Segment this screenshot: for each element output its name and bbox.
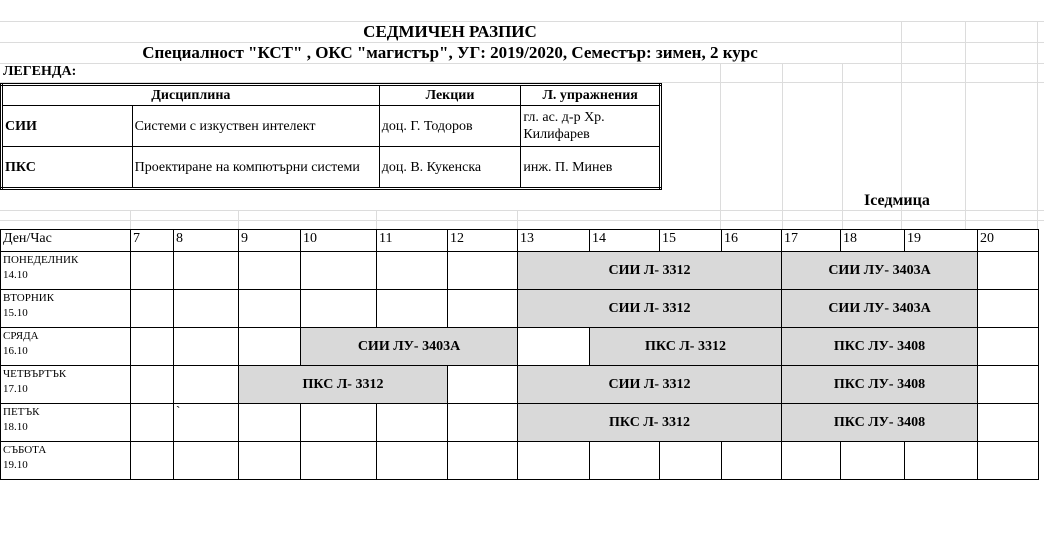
- class-block: ПКС Л- 3312: [590, 328, 782, 366]
- class-block: СИИ ЛУ- 3403А: [782, 252, 978, 290]
- legend-row: [2, 106, 661, 147]
- hour-header: 20: [978, 230, 1039, 252]
- hour-header: 14: [590, 230, 660, 252]
- legend-header-row: [2, 85, 661, 106]
- day-row-tuesday: [1, 290, 1039, 328]
- empty-slot: [978, 366, 1039, 404]
- day-row-wednesday: [1, 328, 1039, 366]
- empty-slot: [448, 290, 518, 328]
- empty-slot: [518, 328, 590, 366]
- day-date: 19.10: [3, 459, 28, 471]
- legend-header-discipline: Дисциплина: [2, 85, 380, 106]
- page-subtitle: Специалност "КСТ" , ОКС "магистър", УГ: 2019/2020, Семестър: зимен, 2 курс: [142, 43, 758, 62]
- schedule-header-row: [1, 230, 1039, 252]
- empty-slot: [590, 442, 660, 480]
- empty-slot: [978, 404, 1039, 442]
- day-date: 14.10: [3, 269, 28, 281]
- hour-header: 7: [131, 230, 174, 252]
- hour-header: 9: [239, 230, 301, 252]
- empty-slot: [660, 442, 722, 480]
- hour-header: 19: [905, 230, 978, 252]
- class-block: ПКС ЛУ- 3408: [782, 328, 978, 366]
- hour-header: 15: [660, 230, 722, 252]
- hour-header: 18: [841, 230, 905, 252]
- empty-slot: [131, 252, 174, 290]
- day-date: 17.10: [3, 383, 28, 395]
- empty-slot: [782, 442, 841, 480]
- empty-slot: [841, 442, 905, 480]
- class-block: СИИ Л- 3312: [518, 366, 782, 404]
- class-block: ПКС ЛУ- 3408: [782, 366, 978, 404]
- class-block: ПКС ЛУ- 3408: [782, 404, 978, 442]
- hour-header: 11: [377, 230, 448, 252]
- legend-code: ПКС: [2, 147, 133, 189]
- empty-slot: [131, 328, 174, 366]
- legend-assistant: гл. ас. д-р Хр. Килифарев: [521, 106, 661, 147]
- hour-header: 12: [448, 230, 518, 252]
- hour-header: 17: [782, 230, 841, 252]
- empty-slot: [448, 252, 518, 290]
- day-row-monday: [1, 252, 1039, 290]
- class-block: СИИ ЛУ- 3403А: [782, 290, 978, 328]
- day-cell: [1, 290, 131, 328]
- empty-slot: [722, 442, 782, 480]
- empty-slot: [448, 404, 518, 442]
- day-date: 15.10: [3, 307, 28, 319]
- empty-slot: [239, 442, 301, 480]
- day-cell: [1, 252, 131, 290]
- empty-slot: [377, 404, 448, 442]
- class-block: ПКС Л- 3312: [518, 404, 782, 442]
- legend-table: [0, 83, 662, 190]
- empty-slot: [174, 442, 239, 480]
- empty-slot: [174, 252, 239, 290]
- stray-mark: `: [174, 404, 239, 442]
- day-name: ПОНЕДЕЛНИК: [3, 254, 79, 266]
- empty-slot: [174, 328, 239, 366]
- legend-label: ЛЕГЕНДА:: [3, 64, 77, 79]
- empty-slot: [448, 442, 518, 480]
- empty-slot: [131, 442, 174, 480]
- empty-slot: [905, 442, 978, 480]
- day-name: СЪБОТА: [3, 444, 47, 456]
- empty-slot: [239, 404, 301, 442]
- empty-slot: [448, 366, 518, 404]
- hour-header: 10: [301, 230, 377, 252]
- empty-slot: [131, 404, 174, 442]
- day-row-friday: [1, 404, 1039, 442]
- class-block: ПКС Л- 3312: [239, 366, 448, 404]
- day-name: ВТОРНИК: [3, 292, 55, 304]
- empty-slot: [239, 252, 301, 290]
- empty-slot: [978, 328, 1039, 366]
- legend-discipline-name: Проектиране на компютърни системи: [132, 147, 379, 189]
- empty-slot: [978, 442, 1039, 480]
- empty-slot: [301, 404, 377, 442]
- hour-header: 16: [722, 230, 782, 252]
- empty-slot: [978, 290, 1039, 328]
- empty-slot: [301, 442, 377, 480]
- day-cell: [1, 442, 131, 480]
- legend-assistant: инж. П. Минев: [521, 147, 661, 189]
- empty-slot: [174, 366, 239, 404]
- empty-slot: [978, 252, 1039, 290]
- day-row-saturday: [1, 442, 1039, 480]
- schedule-corner-label: Ден/Час: [1, 230, 131, 252]
- day-cell: [1, 328, 131, 366]
- empty-slot: [377, 252, 448, 290]
- day-name: ПЕТЪК: [3, 406, 40, 418]
- empty-slot: [239, 328, 301, 366]
- week-label: Iседмица: [864, 192, 930, 209]
- class-block: СИИ ЛУ- 3403А: [301, 328, 518, 366]
- page-title: СЕДМИЧЕН РАЗПИС: [363, 22, 537, 41]
- empty-slot: [518, 442, 590, 480]
- day-date: 18.10: [3, 421, 28, 433]
- legend-row: [2, 147, 661, 189]
- day-cell: [1, 404, 131, 442]
- legend-discipline-name: Системи с изкуствен интелект: [132, 106, 379, 147]
- day-name: ЧЕТВЪРТЪК: [3, 368, 67, 380]
- empty-slot: [301, 290, 377, 328]
- schedule-table: [0, 229, 1039, 480]
- day-row-thursday: [1, 366, 1039, 404]
- day-date: 16.10: [3, 345, 28, 357]
- empty-slot: [239, 290, 301, 328]
- empty-slot: [131, 290, 174, 328]
- legend-code: СИИ: [2, 106, 133, 147]
- legend-lecturer: доц. Г. Тодоров: [379, 106, 521, 147]
- legend-header-exercises: Л. упражнения: [521, 85, 661, 106]
- legend-header-lectures: Лекции: [379, 85, 521, 106]
- day-name: СРЯДА: [3, 330, 39, 342]
- class-block: СИИ Л- 3312: [518, 252, 782, 290]
- empty-slot: [377, 290, 448, 328]
- legend-lecturer: доц. В. Кукенска: [379, 147, 521, 189]
- empty-slot: [301, 252, 377, 290]
- day-cell: [1, 366, 131, 404]
- class-block: СИИ Л- 3312: [518, 290, 782, 328]
- hour-header: 8: [174, 230, 239, 252]
- empty-slot: [377, 442, 448, 480]
- hour-header: 13: [518, 230, 590, 252]
- empty-slot: [174, 290, 239, 328]
- empty-slot: [131, 366, 174, 404]
